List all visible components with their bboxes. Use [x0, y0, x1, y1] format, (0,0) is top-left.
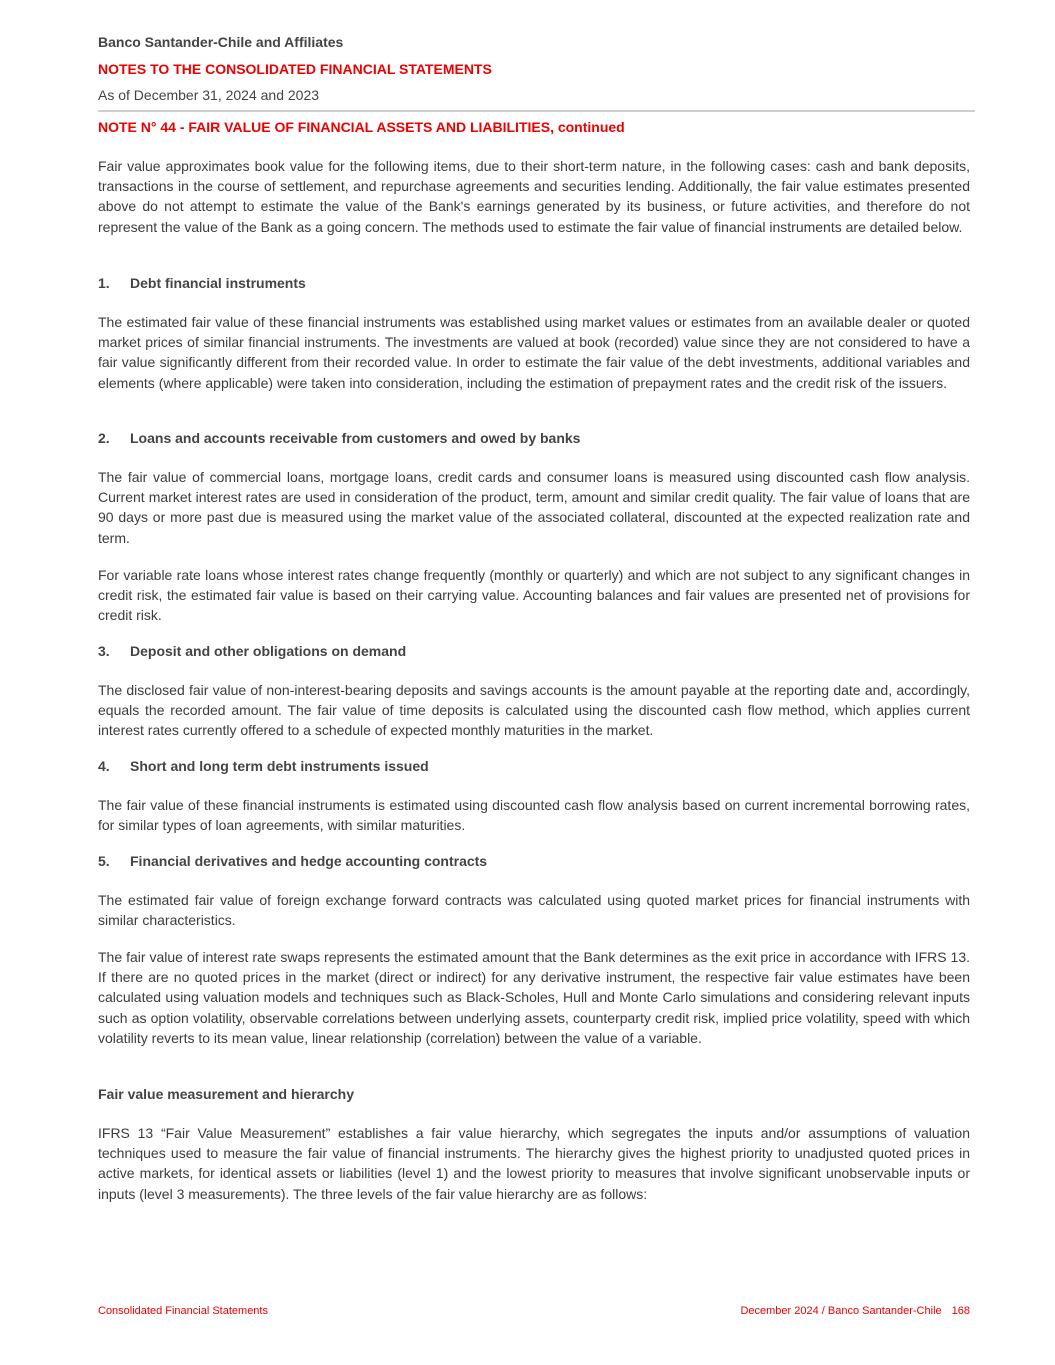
section-heading-3: [98, 643, 406, 659]
section-2-paragraph-1: The fair value of commercial loans, mortgage loans, credit cards and consumer loans is measured using discounted cash flow analysis. Current market interest rates are used in consideration of the product, term, amount and similar credit quality. The fair value of loans that are 90 days or more past due is measured using the market value of the associated collateral, discounted at the expected realization rate and term.: [98, 469, 970, 546]
section-heading-4: [98, 758, 429, 774]
footer-left-text: Consolidated Financial Statements: [98, 1305, 268, 1317]
hierarchy-heading: Fair value measurement and hierarchy: [98, 1086, 354, 1102]
section-3-paragraph-1: The disclosed fair value of non-interest-bearing deposits and savings accounts is the amount payable at the reporting date and, accordingly, equals the recorded amount. The fair value of time deposits is calculated using the discounted cash flow method, which applies current interest rates currently offered to a schedule of expected monthly maturities in the market.: [98, 682, 970, 739]
section-1-paragraph-1: The estimated fair value of these financial instruments was established using market values or estimates from an available dealer or quoted market prices of similar financial instruments. The investments are valued at book (recorded) value since they are not considered to have a fair value significantly different from their recorded value. In order to estimate the fair value of the debt investments, additional variables and elements (where applicable) were taken into consideration, including the estimation of prepayment rates and the credit risk of the issuers.: [98, 314, 970, 391]
section-title: Loans and accounts receivable from customers and owed by banks: [130, 430, 581, 446]
section-title: Financial derivatives and hedge accounting contracts: [130, 853, 488, 869]
header-divider: [98, 110, 975, 112]
section-5-paragraph-1: The estimated fair value of foreign exchange forward contracts was calculated using quoted market prices for financial instruments with similar characteristics.: [98, 892, 970, 929]
section-heading-1: [98, 275, 306, 291]
report-date: As of December 31, 2024 and 2023: [98, 87, 320, 103]
section-4-paragraph-1: The fair value of these financial instruments is estimated using discounted cash flow analysis based on current incremental borrowing rates, for similar types of loan agreements, with similar maturities.: [98, 797, 970, 834]
section-5-paragraph-2: The fair value of interest rate swaps represents the estimated amount that the Bank determines as the exit price in accordance with IFRS 13. If there are no quoted prices in the market (direct or indirect) for any derivative instrument, the respective fair value estimates have been calculated using valuation models and techniques such as Black-Scholes, Hull and Monte Carlo simulations and considering relevant inputs such as option volatility, observable correlations between underlying assets, counterparty credit risk, implied price volatility, speed with which volatility reverts to its mean value, linear relationship (correlation) between the value of a variable.: [98, 949, 970, 1046]
footer-right: [740, 1305, 970, 1317]
hierarchy-paragraph: IFRS 13 “Fair Value Measurement” establishes a fair value hierarchy, which segregates the inputs and/or assumptions of valuation techniques used to measure the fair value of financial instruments. The hierarchy gives the highest priority to unadjusted quoted prices in active markets, for identical assets or liabilities (level 1) and the lowest priority to measures that involve significant unobservable inputs or inputs (level 3 measurements). The three levels of the fair value hierarchy are as follows:: [98, 1125, 970, 1202]
page-number: 168: [951, 1305, 970, 1317]
section-number: 5.: [98, 853, 110, 869]
section-number: 4.: [98, 758, 110, 774]
footer-right-text: December 2024 / Banco Santander-Chile: [740, 1305, 942, 1317]
section-number: 2.: [98, 430, 110, 446]
section-number: 3.: [98, 643, 110, 659]
section-heading-2: [98, 430, 580, 446]
company-name: Banco Santander-Chile and Affiliates: [98, 34, 344, 50]
notes-title: NOTES TO THE CONSOLIDATED FINANCIAL STATEMENTS: [98, 61, 492, 77]
section-number: 1.: [98, 275, 110, 291]
section-title: Deposit and other obligations on demand: [130, 643, 407, 659]
section-2-paragraph-2: For variable rate loans whose interest rates change frequently (monthly or quarterly) and which are not subject to any significant changes in credit risk, the estimated fair value is based on their carrying value. Accounting balances and fair values are presented net of provisions for credit risk.: [98, 567, 970, 624]
intro-paragraph: Fair value approximates book value for the following items, due to their short-term nature, in the following cases: cash and bank deposits, transactions in the course of settlement, and repurchase agreements and securities lending. Additionally, the fair value estimates presented above do not attempt to estimate the value of the Bank's earnings generated by its business, or future activities, and therefore do not represent the value of the Bank as a going concern. The methods used to estimate the fair value of financial instruments are detailed below.: [98, 158, 970, 235]
section-title: Short and long term debt instruments issued: [130, 758, 429, 774]
section-title: Debt financial instruments: [130, 275, 306, 291]
section-heading-5: [98, 853, 487, 869]
note-title: NOTE N° 44 - FAIR VALUE OF FINANCIAL ASSETS AND LIABILITIES, continued: [98, 119, 625, 135]
